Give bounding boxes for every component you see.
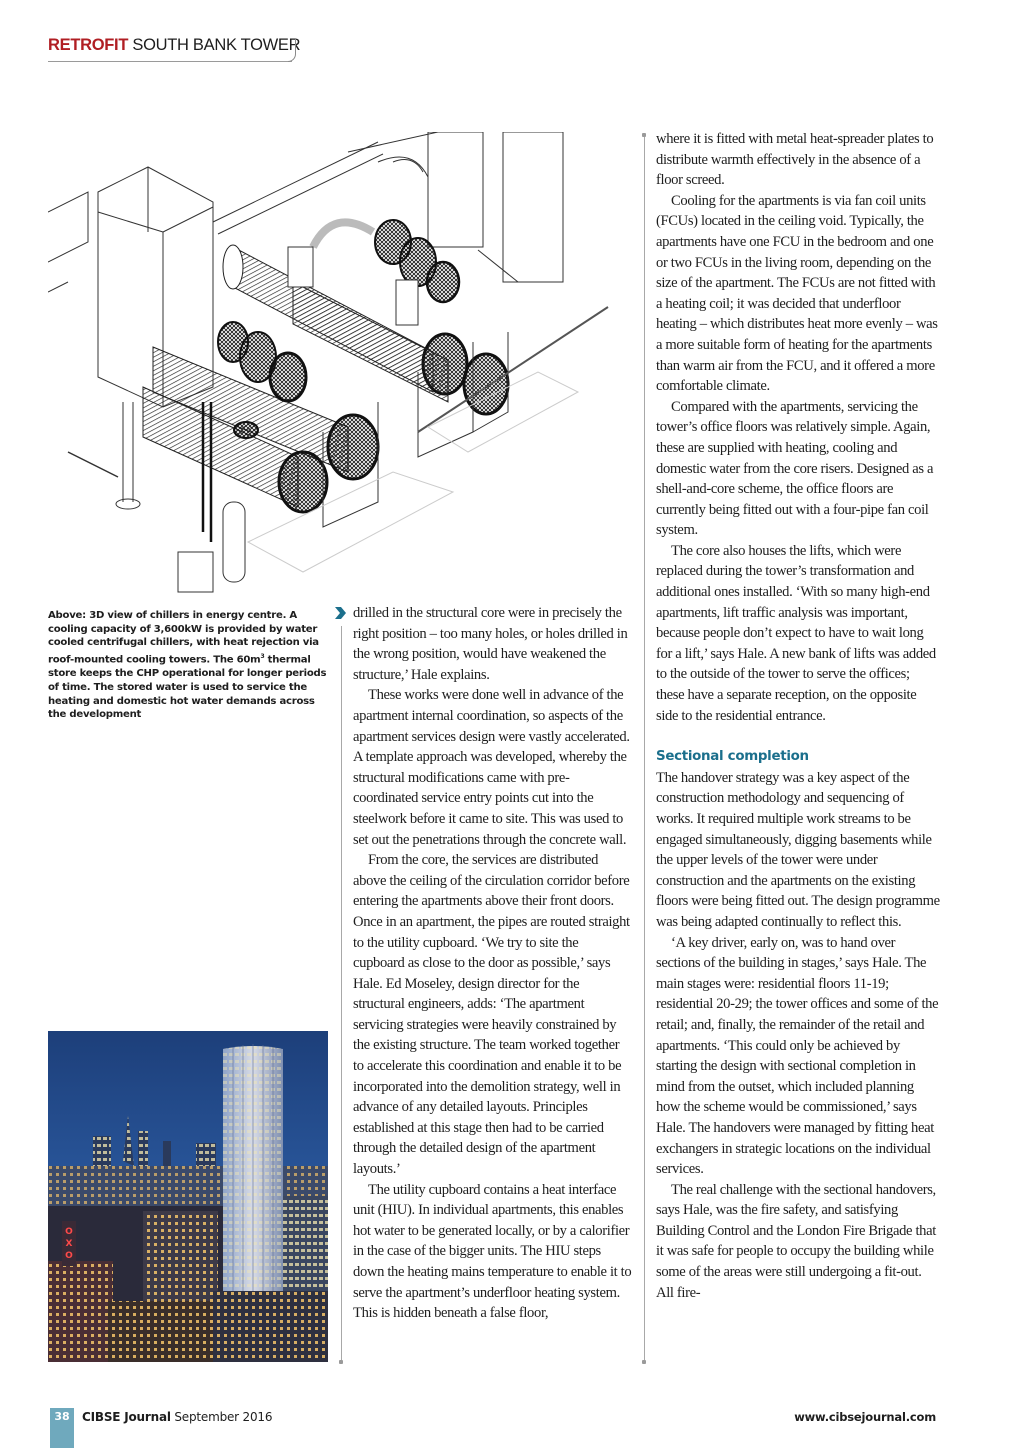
- paragraph: The utility cupboard contains a heat interface unit (HIU). In individual apartments, this enables hot water to be generated locally, or by a calorifier in the case of the bigger units. The HIU steps down the heating mains temperature to enable it to serve the apartment’s underfloor heating system. This is hidden beneath a false floor,: [353, 1181, 632, 1322]
- oxo-sign-letter: X: [65, 1239, 73, 1249]
- paragraph: Cooling for the apartments is via fan coil units (FCUs) located in the ceiling void. Typically, the apartments have one FCU in the bedroom and one or two FCUs in the living room, depending on the size of the apartment. The FCUs are not fitted with a heating coil; it was decided that underfloor heating – which distributes heat more evenly – was a more suitable form of heating for the apartments than warm air from the FCU, and it offered a more comfortable climate.: [656, 192, 938, 395]
- page-number-tab: [50, 1408, 74, 1448]
- journal-name: CIBSE Journal: [82, 1410, 171, 1424]
- oxo-sign-letter: O: [65, 1227, 73, 1237]
- paragraph: drilled in the structural core were in precisely the right position – too many holes, or holes drilled in the wrong position, would have weakened the structure,’ Hale explains.: [353, 605, 628, 683]
- issue-date: September 2016: [170, 1410, 273, 1424]
- paragraph: The real challenge with the sectional handovers, says Hale, was the fire safety, and satisfying Building Control and the London Fire Brigade that it was safe for people to occupy the building while some of the areas were still undergoing a fit-out. All fire-: [656, 1181, 936, 1301]
- caption-text: Above: 3D view of chillers in energy centre. A cooling capacity of 3,600kW is provided by water cooled centrifugal chillers, with heat rejection via roof-mounted cooling towers. The 60m: [48, 610, 319, 666]
- chiller-3d-drawing: [48, 132, 630, 600]
- caption-text-cont: thermal store keeps the CHP operational for longer periods of time. The stored water is used to service the heating and domestic hot water demands across the development: [48, 654, 327, 721]
- paragraph: The handover strategy was a key aspect of the construction methodology and sequencing of works. It required multiple work streams to be engaged simultaneously, digging basements while the upper levels of the tower were under construction and the apartments on the existing floors were being fitted out. The design programme was being adapted continually to reflect this.: [656, 769, 940, 930]
- running-header: [48, 36, 301, 66]
- paragraph: These works were done well in advance of the apartment internal coordination, so aspects of the apartment services design were vastly accelerated. A template approach was developed, whereby the structural modifications came with pre-coordinated service entry points cut into the steelwork before it came to site. This was used to set out the penetrations through the concrete wall.: [353, 687, 630, 848]
- south-bank-tower-photo: [48, 1031, 328, 1362]
- paragraph: Compared with the apartments, servicing the tower’s office floors was relatively simple. Again, these are supplied with heating, cooling and domestic water from the core risers. Designed as a shell-and-core scheme, the office floors are currently being fitted out with a four-pipe fan coil system.: [656, 398, 934, 539]
- paragraph: ‘A key driver, early on, was to hand over sections of the building in stages,’ says Hale. The main stages were: residential floors 11-19; residential 20-29; the tower offices and some of the retail; and, finally, the remainder of the retail and apartments. ‘This could only be achieved by starting the design with sectional completion in mind from the outset, which included planning how the scheme would be commissioned,’ says Hale. The handovers were managed by fitting heat exchangers in strategic locations on the individual services.: [656, 934, 939, 1178]
- paragraph: From the core, the services are distributed above the ceiling of the circulation corridor before entering the apartments above their front doors. Once in an apartment, the pipes are routed straight to the utility cupboard. ‘We try to site the cupboard as close to the door as possible,’ says Hale. Ed Moseley, design director for the structural engineers, adds: ‘The apartment servicing strategies were heavily constrained by the existing structure. The team worked together to accelerate this coordination and enable it to be incorporated into the demolition strategy, well in advance of any detailed layouts. Principles established at this stage then had to be carried through the detailed design of the apartment layouts.’: [353, 852, 630, 1178]
- header-rule: [48, 61, 292, 62]
- header-section: SOUTH BANK TOWER: [128, 36, 301, 54]
- journal-issue: [82, 1410, 272, 1424]
- article-column-2: [353, 603, 633, 1324]
- column-rule-end-dot: [642, 1360, 646, 1364]
- caption-superscript: 3: [260, 653, 265, 661]
- column-rule: [644, 137, 645, 1364]
- column-rule-end-dot: [642, 133, 646, 137]
- article-column-3: [656, 129, 941, 1303]
- header-hook-decoration: [288, 39, 296, 62]
- page-footer: [0, 1408, 1024, 1448]
- header-title: [48, 36, 301, 55]
- website-link[interactable]: www.cibsejournal.com: [794, 1410, 936, 1424]
- page-number: 38: [54, 1410, 70, 1423]
- oxo-sign-letter: O: [65, 1251, 73, 1261]
- paragraph: where it is fitted with metal heat-spreader plates to distribute warmth effectively in the absence of a floor screed.: [656, 131, 934, 189]
- paragraph: The core also houses the lifts, which were replaced during the tower’s transformation and additional ones installed. ‘With so many high-end apartments, lift traffic analysis was important, because people don’t expect to have to wait long for a lift,’ says Hale. A new bank of lifts was added to the outside of the tower to serve the offices; these have a separate reception, on the opposite side to the residential entrance.: [656, 542, 936, 724]
- column-rule: [341, 626, 342, 1363]
- header-kicker: RETROFIT: [48, 36, 129, 54]
- column-rule-end-dot: [339, 1360, 343, 1364]
- continuation-chevron-icon: [333, 606, 347, 620]
- section-subheading: Sectional completion: [656, 749, 809, 765]
- figure-caption: [48, 609, 328, 722]
